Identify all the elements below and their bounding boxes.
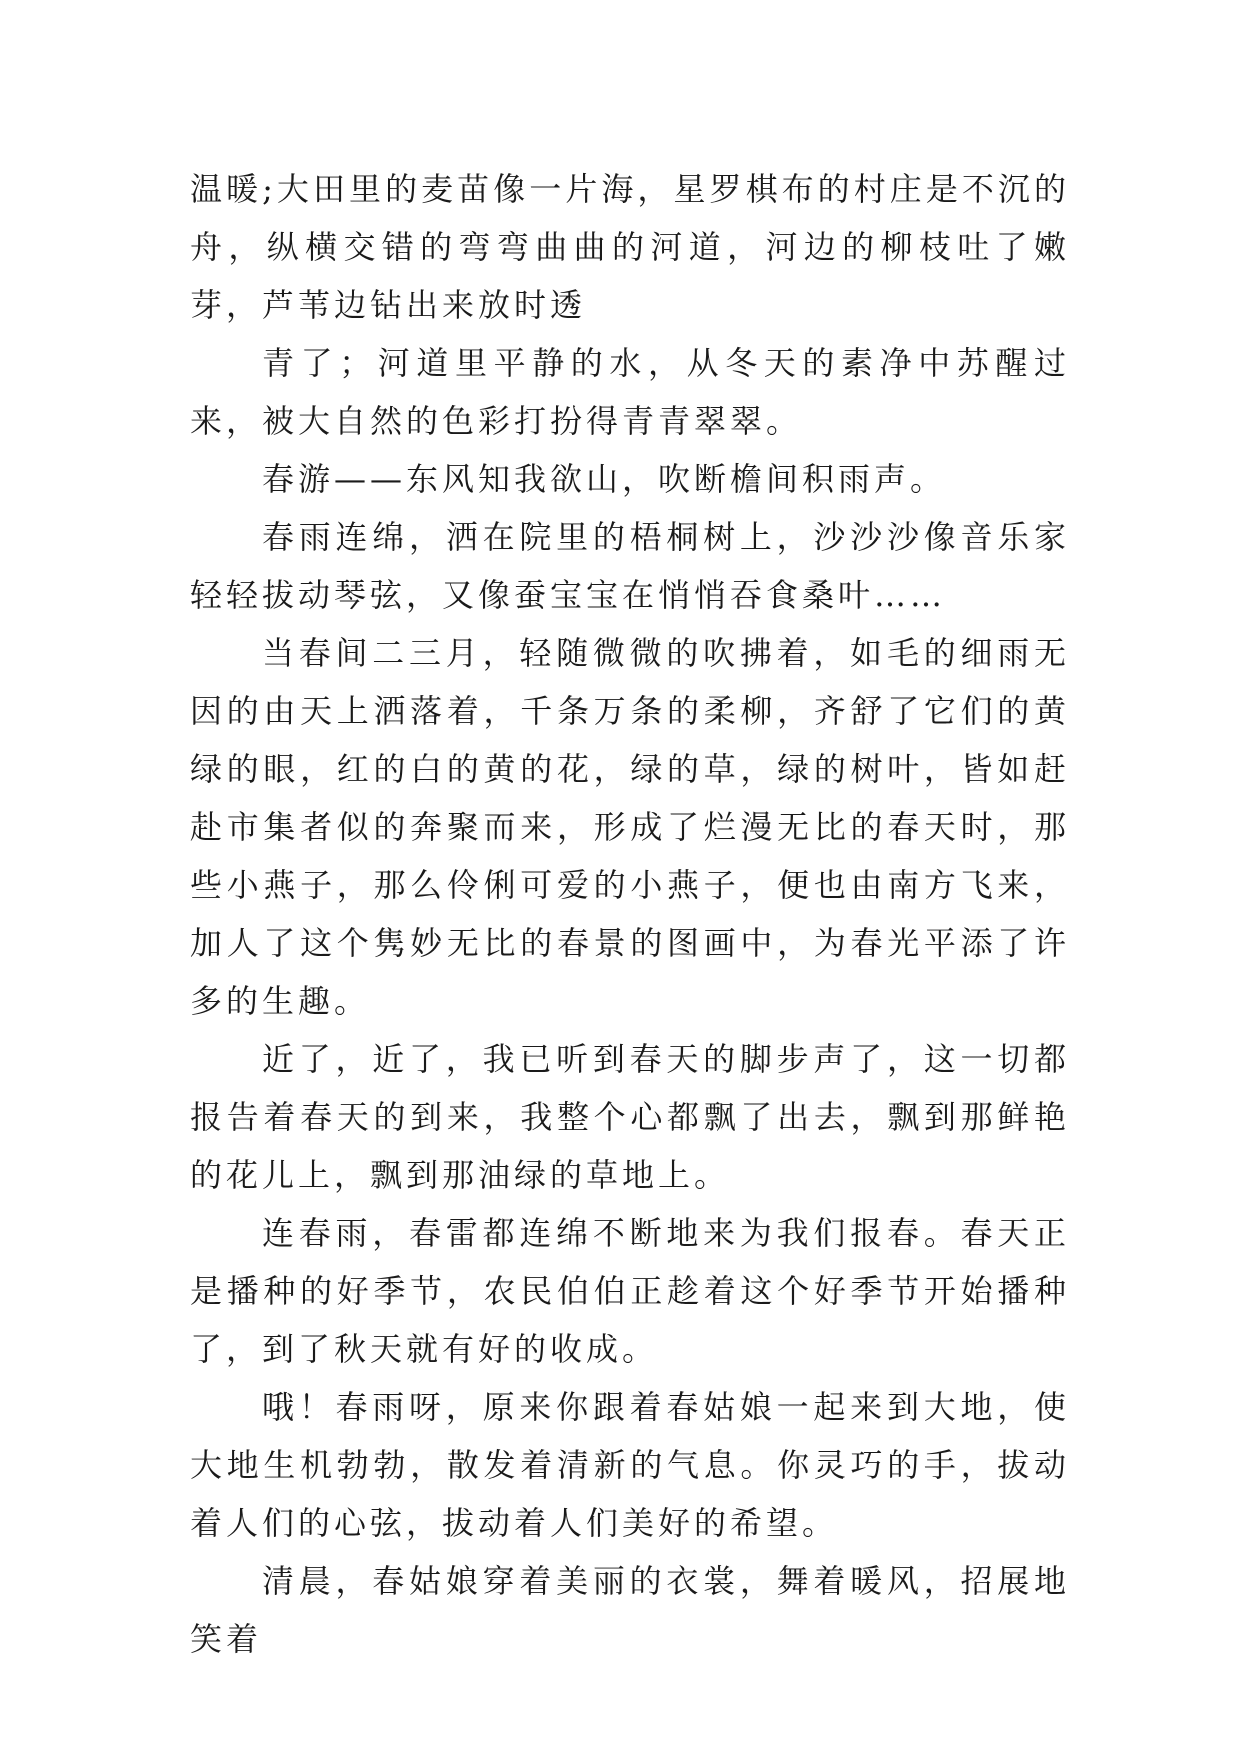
paragraph: 近了，近了，我已听到春天的脚步声了，这一切都报告着春天的到来，我整个心都飘了出去，飘到那鲜艳的花儿上，飘到那油绿的草地上。 xyxy=(190,1040,1070,1194)
paragraph: 哦！春雨呀，原来你跟着春姑娘一起来到大地，使大地生机勃勃，散发着清新的气息。你灵巧的手，拔动着人们的心弦，拔动着人们美好的希望。 xyxy=(190,1388,1070,1542)
paragraph: 温暖;大田里的麦苗像一片海，星罗棋布的村庄是不沉的舟，纵横交错的弯弯曲曲的河道，河边的柳枝吐了嫩芽，芦苇边钻出来放时透 xyxy=(190,170,1070,324)
paragraph: 清晨，春姑娘穿着美丽的衣裳，舞着暖风，招展地笑着 xyxy=(190,1562,1070,1658)
paragraph: 当春间二三月，轻随微微的吹拂着，如毛的细雨无因的由天上洒落着，千条万条的柔柳，齐舒了它们的黄绿的眼，红的白的黄的花，绿的草，绿的树叶，皆如赶赴市集者似的奔聚而来，形成了烂漫无比的春天时，那些小燕子，那么伶俐可爱的小燕子，便也由南方飞来，加人了这个隽妙无比的春景的图画中，为春光平添了许多的生趣。 xyxy=(190,634,1070,1020)
paragraph: 连春雨，春雷都连绵不断地来为我们报春。春天正是播种的好季节，农民伯伯正趁着这个好季节开始播种了，到了秋天就有好的收成。 xyxy=(190,1214,1070,1368)
paragraph: 春雨连绵，洒在院里的梧桐树上，沙沙沙像音乐家轻轻拔动琴弦，又像蚕宝宝在悄悄吞食桑叶…… xyxy=(190,518,1070,614)
paragraph: 青了；河道里平静的水，从冬天的素净中苏醒过来，被大自然的色彩打扮得青青翠翠。 xyxy=(190,344,1070,440)
paragraph: 春游——东风知我欲山，吹断檐间积雨声。 xyxy=(262,460,947,498)
document-body xyxy=(190,160,1070,1668)
